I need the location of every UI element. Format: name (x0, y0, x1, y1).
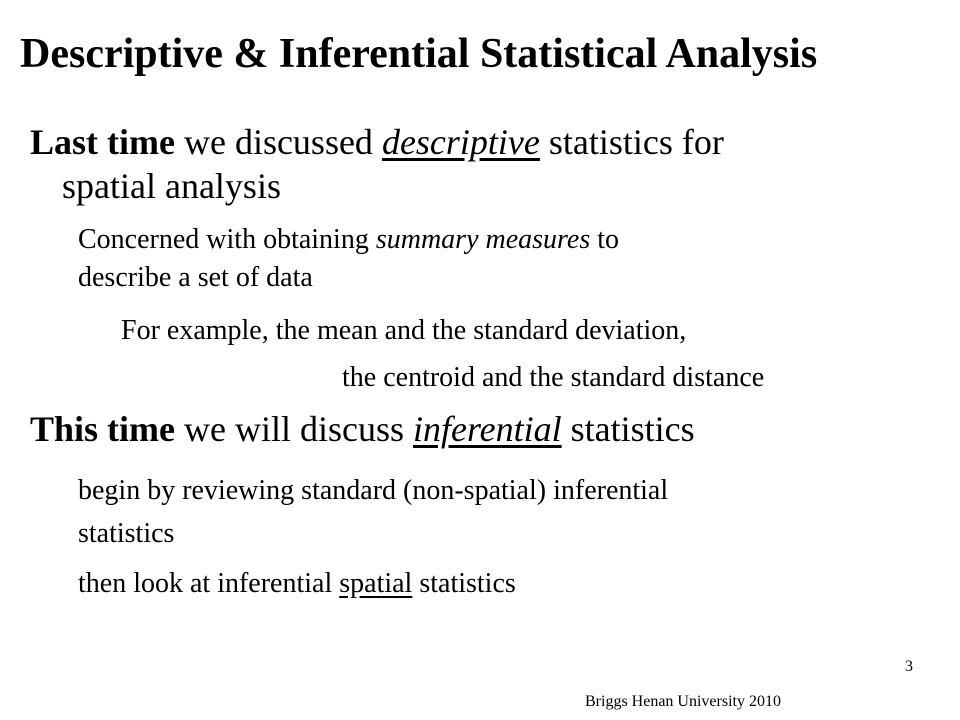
sub-bullet-summary-text1: Concerned with obtaining (78, 224, 376, 255)
bullet-last-time (30, 120, 724, 164)
page-number: 3 (905, 658, 913, 675)
sub-bullet-spatial (78, 566, 516, 602)
example-line-continued: the centroid and the standard distance (342, 362, 765, 393)
example-line: For example, the mean and the standard deviation, (121, 315, 687, 346)
summary-measures-term: summary measures (375, 224, 591, 255)
sub-bullet-summary-text2: to (590, 224, 619, 255)
bullet-this-time (30, 407, 695, 451)
sub-bullet-summary (78, 222, 619, 258)
footer-credit: Briggs Henan University 2010 (585, 693, 781, 710)
sub-bullet-review-continued: statistics (78, 518, 175, 549)
bullet-last-time-text1: we discussed (174, 122, 382, 162)
bullet-this-time-bold: This time (30, 409, 176, 449)
bullet-last-time-bold: Last time (30, 122, 175, 162)
inferential-term (413, 409, 562, 449)
bullet-this-time-text1: we will discuss (175, 409, 414, 449)
sub-bullet-spatial-text1: then look at inferential (78, 568, 340, 599)
sub-bullet-summary-continued: describe a set of data (78, 262, 313, 293)
bullet-this-time-text2: statistics (561, 409, 695, 449)
descriptive-term (382, 122, 540, 162)
spatial-term: spatial (339, 568, 413, 599)
inferential-term-text: inferential (413, 409, 562, 449)
bullet-last-time-text2: statistics for (539, 122, 724, 162)
slide-title: Descriptive & Inferential Statistical Analysis (20, 31, 818, 77)
bullet-last-time-continued: spatial analysis (62, 166, 281, 206)
descriptive-term-text: descriptive (381, 122, 540, 162)
sub-bullet-spatial-text2: statistics (412, 568, 516, 599)
sub-bullet-review: begin by reviewing standard (non-spatial) inferential (78, 475, 669, 506)
